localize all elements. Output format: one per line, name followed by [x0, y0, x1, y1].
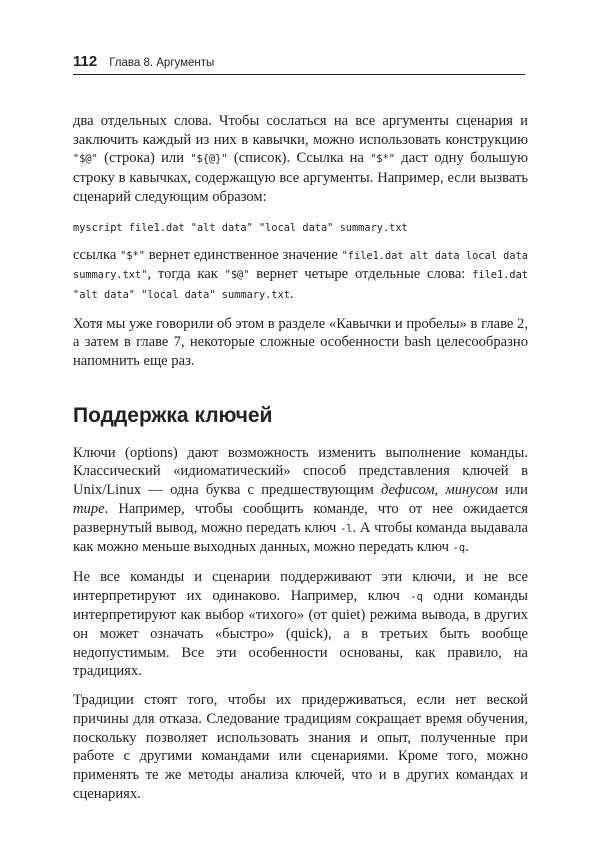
emphasis: минусом [445, 482, 498, 499]
text-run: (строка) или [97, 150, 191, 167]
emphasis: дефисом [381, 482, 435, 499]
inline-code: "${@}" [190, 153, 228, 166]
text-run: вернет единственное значение [144, 246, 342, 263]
paragraph-args-quoting [73, 112, 528, 207]
text-run: . [289, 285, 294, 302]
inline-code: "$@" [73, 153, 98, 166]
page-content [73, 112, 528, 803]
code-example: myscript file1.dat "alt data" "local data" summary.txt [73, 221, 408, 234]
text-run: Ключи (options) дают возможность изменить выполнение команды. Классический «идиоматический» способ представления ключей в Unix/Linux — одна буква с предшествующим [73, 444, 528, 499]
text-run: , [434, 482, 446, 499]
paragraph-reminder: Хотя мы уже говорили об этом в разделе «Кавычки и пробелы» в главе 2, а затем в главе 7, некоторые сложные особенности bash целесообразно напомнить еще раз. [73, 315, 528, 370]
inline-code: file1.dat "alt data" "local data" summary.txt [73, 269, 528, 301]
text-run: Не все команды и сценарии поддерживают эти ключи, и не все интерпретируют их одинаково. Например, ключ [73, 568, 528, 604]
text-run: . Например, чтобы сообщить команде, что от нее ожидается развернутый вывод, можно передать ключ [73, 500, 528, 536]
paragraph-options-variation [73, 568, 528, 681]
text-run: два отдельных слова. Чтобы сослаться на все аргументы сценария и заключить каждый из них в кавычки, можно использовать конструкцию [73, 113, 528, 148]
inline-code: "$*" [370, 153, 395, 166]
page-number: 112 [73, 53, 98, 70]
paragraph-traditions: Традиции стоят того, чтобы их придерживаться, если нет веской причины для отказа. Следование традициям сокращает время обучения, поскольку позволяет использовать знания и опыт, полученные при работе с другими командами или сценариями. Кроме того, можно применять те же методы анализа ключей, что и в других командах и сценариях. [73, 692, 528, 802]
inline-code: "$*" [120, 249, 145, 262]
inline-code: -q [452, 542, 466, 555]
text-run: или [497, 482, 528, 499]
paragraph-options-intro [73, 444, 528, 558]
text-run: (список). Ссылка на [227, 150, 371, 167]
text-run: даст одну большую строку в кавычках, содержащую все аргументы. Например, если вызвать сценарий следующим образом: [73, 150, 528, 205]
chapter-title: Глава 8. Аргументы [109, 57, 215, 69]
inline-code: -l [340, 522, 353, 535]
inline-code: "$@" [224, 269, 250, 282]
inline-code: -q [410, 590, 423, 603]
paragraph-args-result [73, 246, 528, 305]
text-run: вернет четыре отдельные слова: [249, 266, 473, 283]
running-header [73, 50, 525, 75]
inline-code: "file1.dat alt data local data summary.txt" [73, 249, 528, 282]
text-run: одни команды интерпретируют как выбор «тихого» (от quiet) режима вывода, в других он может означать «быстро» (quick), а в третьих быть вообще недопустимым. Все эти особенности основаны, как правило, на традициях. [73, 587, 528, 680]
text-run: . А чтобы команда выдавала как можно меньше выходных данных, можно передать ключ [73, 519, 528, 556]
text-run: . [465, 539, 469, 556]
text-run: ссылка [73, 246, 121, 263]
text-run: , тогда как [147, 266, 225, 283]
emphasis: тире [73, 500, 105, 517]
section-title: Поддержка ключей [73, 403, 273, 427]
